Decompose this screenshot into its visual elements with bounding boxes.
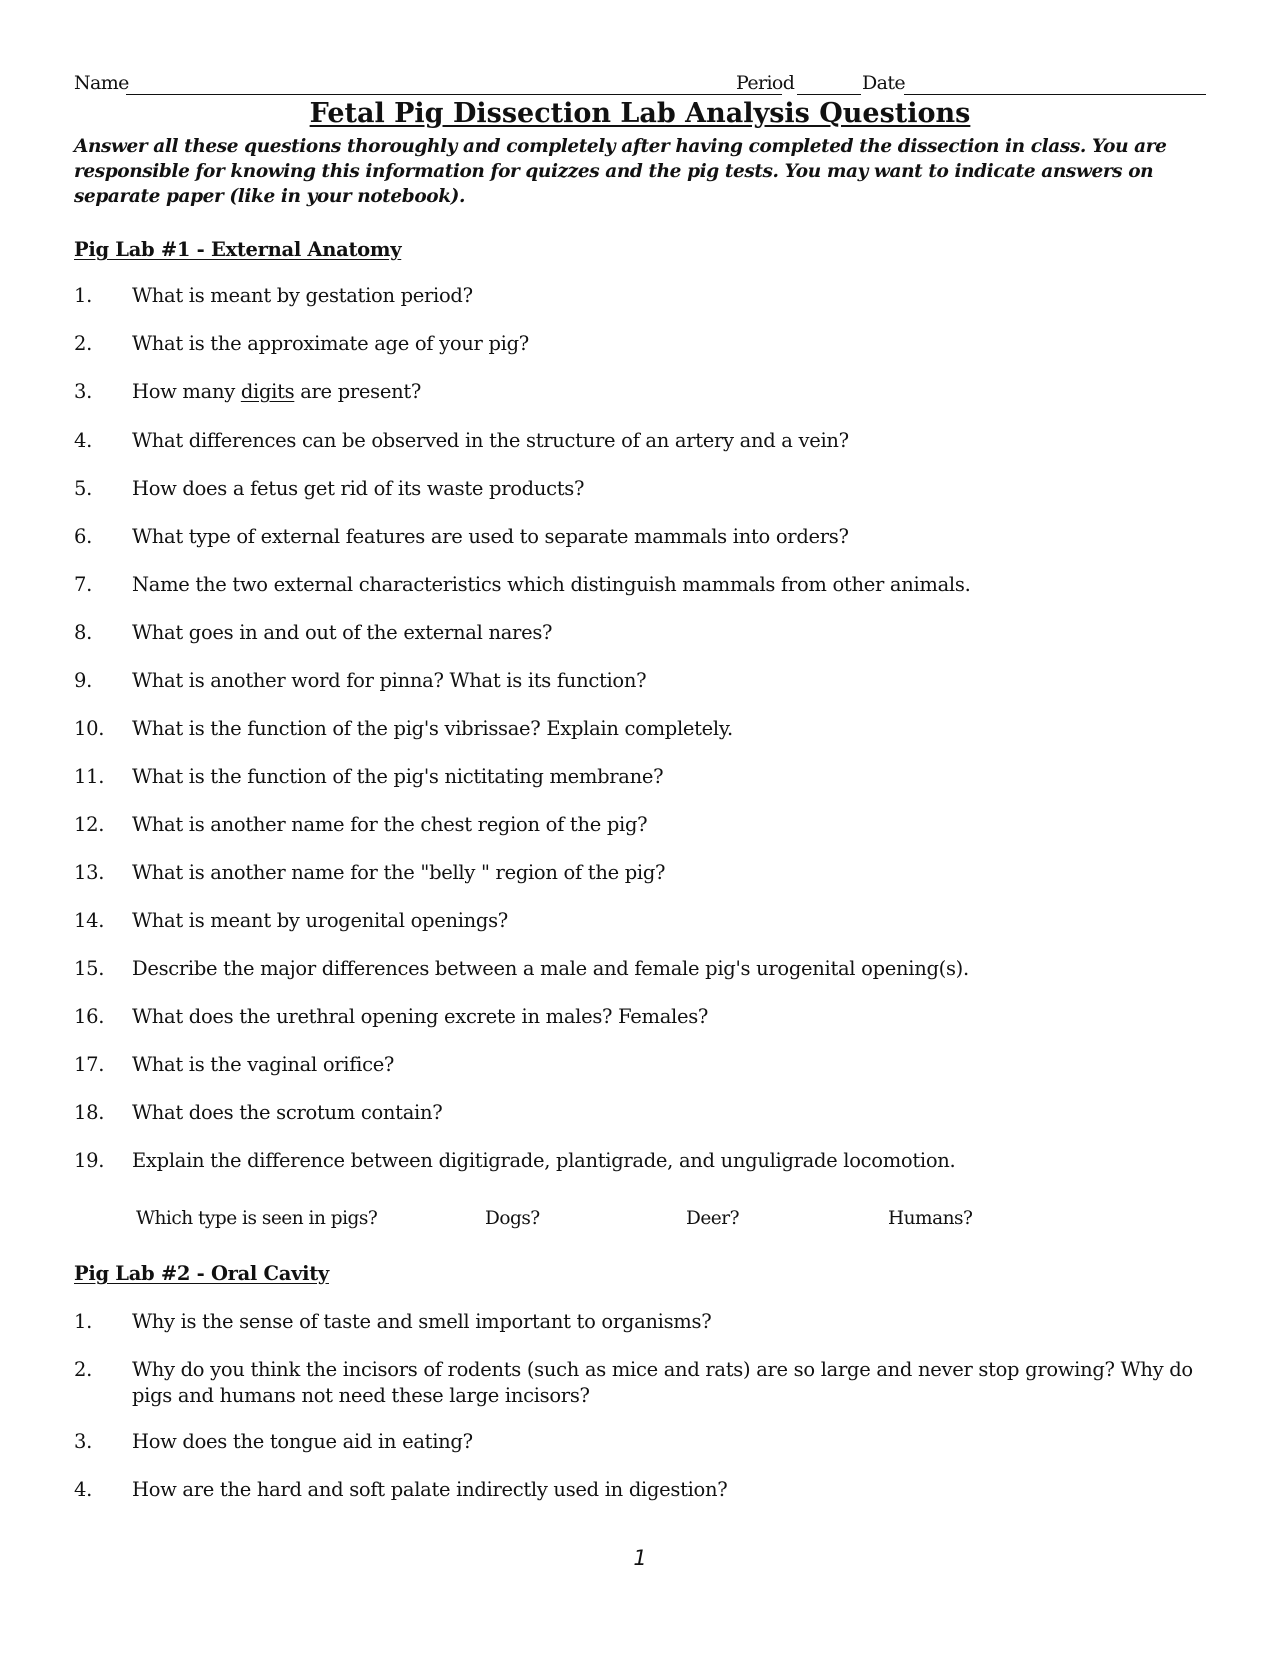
q19-pigs-prompt: Which type is seen in pigs?	[136, 1208, 378, 1229]
question-number: 6.	[74, 525, 93, 548]
question-number: 14.	[74, 909, 105, 932]
question-number: 8.	[74, 621, 93, 644]
question-text: What is another name for the chest region of the pig?	[132, 813, 648, 836]
q19-humans-prompt: Humans?	[888, 1208, 973, 1229]
question-number: 2.	[74, 1358, 93, 1381]
question-text: Describe the major differences between a male and female pig's urogenital opening(s).	[132, 957, 969, 980]
question-text: Name the two external characteristics which distinguish mammals from other animals.	[132, 573, 971, 596]
section-heading-lab1: Pig Lab #1 - External Anatomy	[74, 238, 402, 261]
question-number: 16.	[74, 1005, 105, 1028]
question-text: How does a fetus get rid of its waste products?	[132, 477, 585, 500]
question-text: What does the scrotum contain?	[132, 1101, 443, 1124]
question-number: 15.	[74, 957, 105, 980]
question-text: Explain the difference between digitigrade, plantigrade, and unguligrade locomotion.	[132, 1149, 956, 1172]
instructions: Answer all these questions thoroughly and completely after having completed the dissection in class. You are responsible for knowing this information for quizzes and the pig tests. You may want to indicate answers on separate paper (like in your notebook).	[74, 136, 1167, 207]
question-text: What is meant by urogenital openings?	[132, 909, 508, 932]
date-label: Date	[862, 72, 906, 94]
question-number: 1.	[74, 1310, 93, 1333]
question-text-post: are present?	[294, 380, 422, 403]
question-number: 5.	[74, 477, 93, 500]
q19-deer-prompt: Deer?	[686, 1208, 739, 1229]
question-text: Why do you think the incisors of rodents (such as mice and rats) are so large and never stop growing? Why do pigs and humans not need these large incisors?	[132, 1358, 1193, 1407]
question-text	[132, 379, 1212, 405]
question-text: What differences can be observed in the structure of an artery and a vein?	[132, 429, 849, 452]
question-number: 18.	[74, 1101, 105, 1124]
q19-dogs-prompt: Dogs?	[485, 1208, 540, 1229]
question-text: What is the vaginal orifice?	[132, 1053, 395, 1076]
question-number: 3.	[74, 380, 93, 403]
underlined-term: digits	[240, 380, 295, 403]
period-blank[interactable]	[797, 94, 861, 95]
question-text: How does the tongue aid in eating?	[132, 1430, 473, 1453]
question-text: What is the function of the pig's nictitating membrane?	[132, 765, 664, 788]
question-number: 17.	[74, 1053, 105, 1076]
period-label: Period	[736, 72, 795, 94]
name-label: Name	[74, 72, 129, 94]
question-number: 19.	[74, 1149, 105, 1172]
question-text: What is meant by gestation period?	[132, 284, 473, 307]
question-text: Why is the sense of taste and smell important to organisms?	[132, 1310, 712, 1333]
question-text: What is another word for pinna? What is its function?	[132, 669, 647, 692]
question-text: How are the hard and soft palate indirectly used in digestion?	[132, 1478, 728, 1501]
question-text: What does the urethral opening excrete in males? Females?	[132, 1005, 709, 1028]
section-heading-lab2: Pig Lab #2 - Oral Cavity	[74, 1262, 329, 1285]
question-number: 11.	[74, 765, 105, 788]
question-number: 4.	[74, 429, 93, 452]
question-number: 3.	[74, 1430, 93, 1453]
student-info-line	[74, 70, 1206, 100]
question-number: 12.	[74, 813, 105, 836]
question-text: What type of external features are used to separate mammals into orders?	[132, 525, 849, 548]
question-number: 4.	[74, 1478, 93, 1501]
question-text: What is the function of the pig's vibrissae? Explain completely.	[132, 717, 733, 740]
date-blank[interactable]	[904, 94, 1206, 95]
page-number: 1	[633, 1546, 647, 1570]
page-title: Fetal Pig Dissection Lab Analysis Questions	[309, 98, 971, 129]
question-number: 13.	[74, 861, 105, 884]
question-number: 7.	[74, 573, 93, 596]
question-text: What goes in and out of the external nares?	[132, 621, 553, 644]
question-text-pre: How many	[132, 380, 241, 403]
name-blank[interactable]	[126, 94, 782, 95]
question-number: 9.	[74, 669, 93, 692]
question-text: What is another name for the "belly " region of the pig?	[132, 861, 666, 884]
question-number: 10.	[74, 717, 105, 740]
question-number: 2.	[74, 332, 93, 355]
question-text: What is the approximate age of your pig?	[132, 332, 529, 355]
question-number: 1.	[74, 284, 93, 307]
